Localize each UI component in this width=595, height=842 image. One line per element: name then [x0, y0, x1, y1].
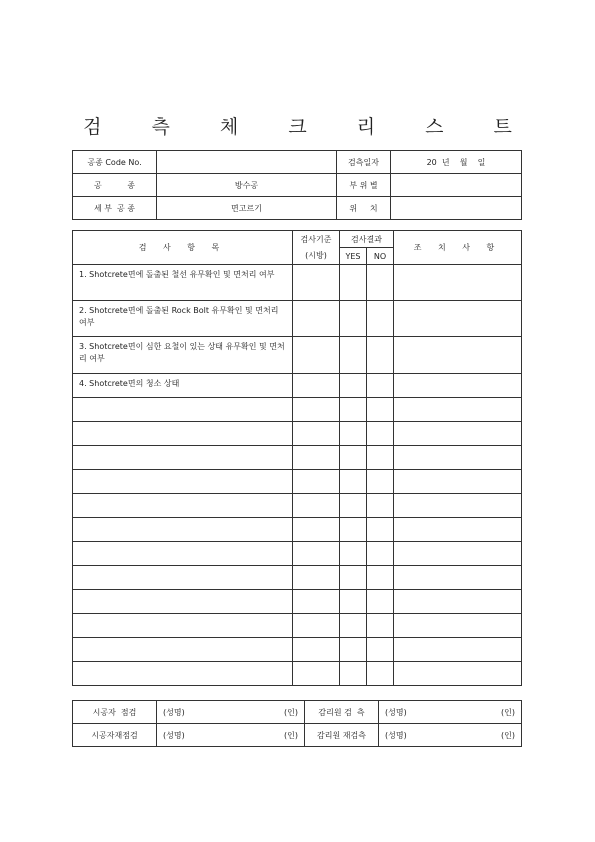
criteria-cell[interactable]	[293, 590, 340, 614]
yes-cell[interactable]	[340, 301, 367, 337]
subtrade-value[interactable]: 면고르기	[157, 197, 337, 220]
action-cell[interactable]	[394, 446, 522, 470]
supervisor-signature-field[interactable]	[379, 701, 522, 724]
no-cell[interactable]	[367, 542, 394, 566]
supervisor-check-label: 감리원 검 측	[305, 701, 379, 724]
criteria-cell[interactable]	[293, 542, 340, 566]
checklist-table	[72, 230, 522, 686]
col-criteria-sub: (시방)	[293, 248, 340, 265]
date-label: 검측일자	[337, 151, 391, 174]
check-item-3: 3. Shotcrete면이 심한 요철이 있는 상태 유무확인 및 면처리 여부	[73, 337, 293, 374]
code-label: 공종 Code No.	[73, 151, 157, 174]
code-value[interactable]	[157, 151, 337, 174]
empty-item-cell[interactable]	[73, 470, 293, 494]
action-cell[interactable]	[394, 301, 522, 337]
yes-cell[interactable]	[340, 614, 367, 638]
col-no-header: NO	[367, 248, 394, 265]
location-label: 위 치	[337, 197, 391, 220]
part-label: 부 위 별	[337, 174, 391, 197]
yes-cell[interactable]	[340, 590, 367, 614]
action-cell[interactable]	[394, 494, 522, 518]
yes-cell[interactable]	[340, 518, 367, 542]
no-cell[interactable]	[367, 614, 394, 638]
action-cell[interactable]	[394, 374, 522, 398]
criteria-cell[interactable]	[293, 422, 340, 446]
action-cell[interactable]	[394, 265, 522, 301]
check-item-1: 1. Shotcrete면에 돌출된 철선 유무확인 및 면처리 여부	[73, 265, 293, 301]
date-value[interactable]: 20 년 월 일	[391, 151, 522, 174]
empty-item-cell[interactable]	[73, 494, 293, 518]
no-cell[interactable]	[367, 374, 394, 398]
name-placeholder: (성명)	[385, 730, 407, 740]
no-cell[interactable]	[367, 265, 394, 301]
empty-item-cell[interactable]	[73, 518, 293, 542]
supervisor-recheck-label: 감리원 재검측	[305, 724, 379, 747]
criteria-cell[interactable]	[293, 398, 340, 422]
criteria-cell[interactable]	[293, 566, 340, 590]
contractor-check-label: 시공자 점검	[73, 701, 157, 724]
criteria-cell[interactable]	[293, 301, 340, 337]
seal-mark: (인)	[284, 730, 298, 740]
no-cell[interactable]	[367, 566, 394, 590]
no-cell[interactable]	[367, 590, 394, 614]
yes-cell[interactable]	[340, 337, 367, 374]
check-item-4: 4. Shotcrete면의 청소 상태	[73, 374, 293, 398]
criteria-cell[interactable]	[293, 374, 340, 398]
empty-item-cell[interactable]	[73, 638, 293, 662]
no-cell[interactable]	[367, 301, 394, 337]
yes-cell[interactable]	[340, 374, 367, 398]
name-placeholder: (성명)	[163, 707, 185, 717]
seal-mark: (인)	[501, 730, 515, 740]
empty-item-cell[interactable]	[73, 446, 293, 470]
col-result-header: 검사결과	[340, 231, 394, 248]
empty-item-cell[interactable]	[73, 614, 293, 638]
action-cell[interactable]	[394, 337, 522, 374]
action-cell[interactable]	[394, 398, 522, 422]
action-cell[interactable]	[394, 470, 522, 494]
supervisor-recheck-signature-field[interactable]	[379, 724, 522, 747]
empty-item-cell[interactable]	[73, 590, 293, 614]
yes-cell[interactable]	[340, 446, 367, 470]
no-cell[interactable]	[367, 446, 394, 470]
contractor-signature-field[interactable]	[157, 701, 305, 724]
criteria-cell[interactable]	[293, 638, 340, 662]
yes-cell[interactable]	[340, 398, 367, 422]
contractor-recheck-label: 시공자재점검	[73, 724, 157, 747]
criteria-cell[interactable]	[293, 470, 340, 494]
header-table	[72, 150, 522, 220]
no-cell[interactable]	[367, 337, 394, 374]
empty-item-cell[interactable]	[73, 662, 293, 686]
location-value[interactable]	[391, 197, 522, 220]
col-item-header: 검 사 항 목	[73, 231, 293, 265]
trade-value[interactable]: 방수공	[157, 174, 337, 197]
check-item-2: 2. Shotcrete면에 돌출된 Rock Bolt 유무확인 및 면처리 여부	[73, 301, 293, 337]
part-value[interactable]	[391, 174, 522, 197]
criteria-cell[interactable]	[293, 265, 340, 301]
empty-item-cell[interactable]	[73, 542, 293, 566]
empty-item-cell[interactable]	[73, 566, 293, 590]
col-yes-header: YES	[340, 248, 367, 265]
action-cell[interactable]	[394, 614, 522, 638]
name-placeholder: (성명)	[163, 730, 185, 740]
yes-cell[interactable]	[340, 566, 367, 590]
yes-cell[interactable]	[340, 494, 367, 518]
action-cell[interactable]	[394, 590, 522, 614]
col-action-header: 조 치 사 항	[394, 231, 522, 265]
no-cell[interactable]	[367, 494, 394, 518]
action-cell[interactable]	[394, 422, 522, 446]
page-title: 검 측 체 크 리 스 트	[83, 116, 534, 138]
name-placeholder: (성명)	[385, 707, 407, 717]
empty-item-cell[interactable]	[73, 422, 293, 446]
empty-item-cell[interactable]	[73, 398, 293, 422]
no-cell[interactable]	[367, 470, 394, 494]
action-cell[interactable]	[394, 638, 522, 662]
no-cell[interactable]	[367, 518, 394, 542]
contractor-recheck-signature-field[interactable]	[157, 724, 305, 747]
no-cell[interactable]	[367, 662, 394, 686]
yes-cell[interactable]	[340, 265, 367, 301]
action-cell[interactable]	[394, 662, 522, 686]
no-cell[interactable]	[367, 422, 394, 446]
subtrade-label: 세 부 공 종	[73, 197, 157, 220]
signoff-table	[72, 700, 522, 747]
seal-mark: (인)	[284, 707, 298, 717]
action-cell[interactable]	[394, 518, 522, 542]
yes-cell[interactable]	[340, 662, 367, 686]
action-cell[interactable]	[394, 542, 522, 566]
criteria-cell[interactable]	[293, 518, 340, 542]
col-criteria-header: 검사기준	[293, 231, 340, 248]
no-cell[interactable]	[367, 638, 394, 662]
criteria-cell[interactable]	[293, 494, 340, 518]
seal-mark: (인)	[501, 707, 515, 717]
yes-cell[interactable]	[340, 542, 367, 566]
criteria-cell[interactable]	[293, 662, 340, 686]
no-cell[interactable]	[367, 398, 394, 422]
criteria-cell[interactable]	[293, 614, 340, 638]
yes-cell[interactable]	[340, 422, 367, 446]
criteria-cell[interactable]	[293, 337, 340, 374]
yes-cell[interactable]	[340, 470, 367, 494]
yes-cell[interactable]	[340, 638, 367, 662]
trade-label: 공 종	[73, 174, 157, 197]
criteria-cell[interactable]	[293, 446, 340, 470]
action-cell[interactable]	[394, 566, 522, 590]
